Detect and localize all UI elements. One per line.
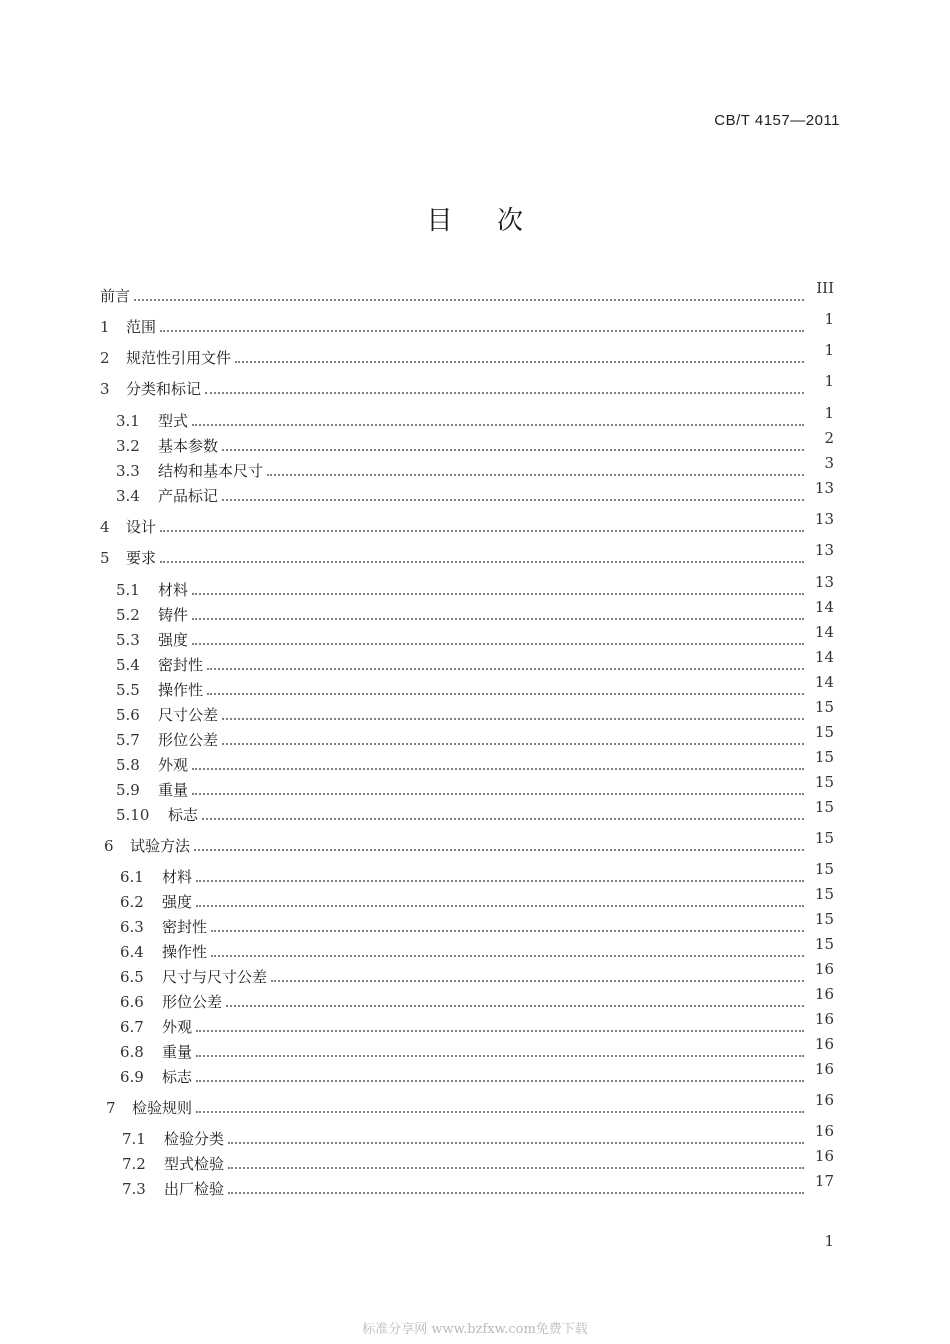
toc-entry-6-1[interactable]: [120, 860, 834, 887]
toc-entry-1[interactable]: [100, 310, 834, 337]
dot-leader: [192, 593, 804, 595]
standard-code: CB/T 4157—2011: [714, 112, 840, 129]
dot-leader: [226, 1005, 804, 1007]
toc-number: 3.4: [116, 487, 140, 505]
toc-number: 2: [100, 349, 110, 367]
toc-label: 型式: [158, 412, 189, 430]
toc-number: 5.1: [116, 581, 140, 599]
toc-label: 密封性: [162, 918, 208, 936]
toc-entry-3-1[interactable]: [116, 404, 834, 431]
toc-number: 5.10: [116, 806, 150, 824]
toc-number: 5.4: [116, 656, 140, 674]
toc-label: 材料: [162, 868, 193, 886]
dot-leader: [207, 693, 804, 695]
toc-label: 前言: [100, 287, 131, 305]
dot-leader: [202, 818, 804, 820]
toc-page: 15: [814, 748, 834, 766]
dot-leader: [160, 561, 804, 563]
toc-page: 13: [814, 479, 834, 497]
toc-label: 标志: [162, 1068, 193, 1086]
toc-entry-6-3[interactable]: [120, 910, 834, 937]
toc-label: 尺寸与尺寸公差: [162, 968, 268, 986]
dot-leader: [211, 930, 804, 932]
toc-entry-7-1[interactable]: [122, 1122, 834, 1149]
toc-number: 5.7: [116, 731, 140, 749]
toc-entry-5-1[interactable]: [116, 573, 834, 600]
toc-number: 6.2: [120, 893, 144, 911]
toc-label: 分类和标记: [126, 380, 202, 398]
toc-label: 范围: [126, 318, 157, 336]
toc-label: 强度: [162, 893, 193, 911]
toc-entry-6-9[interactable]: [120, 1060, 834, 1087]
toc-page: 15: [814, 935, 834, 953]
toc-page: 17: [814, 1172, 834, 1190]
toc-number: 7.1: [122, 1130, 146, 1148]
dot-leader: [134, 299, 804, 301]
watermark: 标准分享网 www.bzfxw.com免费下载: [362, 1322, 588, 1337]
dot-leader: [271, 980, 804, 982]
toc-number: 7.2: [122, 1155, 146, 1173]
dot-leader: [207, 668, 804, 670]
toc-entry-3-2[interactable]: [116, 429, 834, 456]
dot-leader: [196, 1111, 804, 1113]
toc-label: 结构和基本尺寸: [158, 462, 264, 480]
toc-page: 1: [824, 372, 834, 390]
toc-label: 规范性引用文件: [126, 349, 232, 367]
toc-page: 1: [824, 341, 834, 359]
toc-page: 1: [824, 310, 834, 328]
title-char-1: 目: [426, 206, 453, 236]
dot-leader: [160, 530, 804, 532]
toc-page: 14: [814, 673, 834, 691]
toc-entry-5-3[interactable]: [116, 623, 834, 650]
toc-label: 标志: [168, 806, 199, 824]
dot-leader: [235, 361, 804, 363]
toc-page: 13: [814, 573, 834, 591]
toc-page: 16: [814, 1060, 834, 1078]
toc-number: 6.7: [120, 1018, 144, 1036]
dot-leader: [222, 718, 804, 720]
toc-entry-6[interactable]: [104, 829, 834, 856]
dot-leader: [192, 643, 804, 645]
toc-page: 16: [814, 960, 834, 978]
toc-page: 15: [814, 829, 834, 847]
toc-number: 6.6: [120, 993, 144, 1011]
toc-entry-6-7[interactable]: [120, 1010, 834, 1037]
toc-entry-6-8[interactable]: [120, 1035, 834, 1062]
toc-label: 铸件: [158, 606, 189, 624]
toc-label: 材料: [158, 581, 189, 599]
dot-leader: [228, 1142, 804, 1144]
toc-number: 5.9: [116, 781, 140, 799]
toc-entry-5-9[interactable]: [116, 773, 834, 800]
toc-number: 6.5: [120, 968, 144, 986]
toc-number: 6.9: [120, 1068, 144, 1086]
toc-entry-2[interactable]: [100, 341, 834, 368]
dot-leader: [192, 768, 804, 770]
toc-label: 要求: [126, 549, 157, 567]
toc-number: 5.2: [116, 606, 140, 624]
dot-leader: [228, 1192, 804, 1194]
toc-label: 设计: [126, 518, 157, 536]
dot-leader: [211, 955, 804, 957]
toc-page: 13: [814, 541, 834, 559]
toc-number: 5.5: [116, 681, 140, 699]
dot-leader: [222, 499, 804, 501]
toc-label: 尺寸公差: [158, 706, 219, 724]
toc-number: 6.8: [120, 1043, 144, 1061]
toc-label: 重量: [158, 781, 189, 799]
dot-leader: [222, 449, 804, 451]
toc-page: 15: [814, 723, 834, 741]
toc-number: 3: [100, 380, 110, 398]
toc-entry-3[interactable]: [100, 372, 834, 399]
dot-leader: [192, 424, 804, 426]
toc-entry-preface[interactable]: [100, 279, 834, 306]
toc-entry-6-4[interactable]: [120, 935, 834, 962]
toc-label: 出厂检验: [164, 1180, 225, 1198]
toc-page: 15: [814, 773, 834, 791]
toc-label: 形位公差: [158, 731, 219, 749]
toc-label: 操作性: [158, 681, 204, 699]
toc-number: 7.3: [122, 1180, 146, 1198]
dot-leader: [196, 1055, 804, 1057]
toc-page: 16: [814, 1091, 834, 1109]
toc-entry-6-2[interactable]: [120, 885, 834, 912]
toc-entry-5-5[interactable]: [116, 673, 834, 700]
toc-entry-6-5[interactable]: [120, 960, 834, 987]
toc-label: 重量: [162, 1043, 193, 1061]
toc-entry-7-2[interactable]: [122, 1147, 834, 1174]
toc-page: 16: [814, 985, 834, 1003]
toc-number: 5.3: [116, 631, 140, 649]
toc-number: 7: [106, 1099, 116, 1117]
dot-leader: [267, 474, 804, 476]
toc-page: 15: [814, 885, 834, 903]
toc-entry-7[interactable]: [106, 1091, 834, 1118]
page-title: [0, 200, 950, 237]
toc-page: 16: [814, 1122, 834, 1140]
toc-page: 16: [814, 1147, 834, 1165]
toc-entry-3-4[interactable]: [116, 479, 834, 506]
toc-entry-5-7[interactable]: [116, 723, 834, 750]
toc-number: 5.6: [116, 706, 140, 724]
title-char-2: 次: [497, 206, 524, 236]
toc-page: 15: [814, 698, 834, 716]
toc-page: 15: [814, 798, 834, 816]
toc-page: 14: [814, 598, 834, 616]
toc-entry-5-10[interactable]: [116, 798, 834, 825]
toc-page: 14: [814, 623, 834, 641]
toc-page: 2: [824, 429, 834, 447]
dot-leader: [192, 618, 804, 620]
toc-page: 15: [814, 860, 834, 878]
toc-number: 3.2: [116, 437, 140, 455]
toc-entry-6-6[interactable]: [120, 985, 834, 1012]
toc-label: 外观: [162, 1018, 193, 1036]
toc-entry-7-3[interactable]: [122, 1172, 834, 1199]
toc-page: III: [816, 279, 834, 297]
toc-number: 3.3: [116, 462, 140, 480]
toc-page: 16: [814, 1035, 834, 1053]
toc-label: 基本参数: [158, 437, 219, 455]
toc-number: 5: [100, 549, 110, 567]
toc-entry-5-2[interactable]: [116, 598, 834, 625]
toc-entry-3-3[interactable]: [116, 454, 834, 481]
toc-label: 强度: [158, 631, 189, 649]
dot-leader: [205, 392, 804, 394]
toc-number: 6.3: [120, 918, 144, 936]
dot-leader: [196, 1080, 804, 1082]
toc-number: 1: [100, 318, 110, 336]
toc-label: 操作性: [162, 943, 208, 961]
toc-page: 15: [814, 910, 834, 928]
dot-leader: [192, 793, 804, 795]
toc-label: 外观: [158, 756, 189, 774]
toc-page: 14: [814, 648, 834, 666]
toc-label: 产品标记: [158, 487, 219, 505]
toc-page: 16: [814, 1010, 834, 1028]
toc-number: 6.4: [120, 943, 144, 961]
toc-number: 6: [104, 837, 114, 855]
toc-number: 4: [100, 518, 110, 536]
dot-leader: [196, 1030, 804, 1032]
toc-label: 试验方法: [130, 837, 191, 855]
dot-leader: [222, 743, 804, 745]
toc-page: 1: [824, 404, 834, 422]
dot-leader: [160, 330, 804, 332]
toc-label: 检验规则: [132, 1099, 193, 1117]
toc-entry-5[interactable]: [100, 541, 834, 568]
toc-label: 密封性: [158, 656, 204, 674]
dot-leader: [196, 880, 804, 882]
toc-entry-5-4[interactable]: [116, 648, 834, 675]
toc-label: 型式检验: [164, 1155, 225, 1173]
page-number: 1: [824, 1232, 834, 1250]
toc-number: 6.1: [120, 868, 144, 886]
dot-leader: [196, 905, 804, 907]
dot-leader: [228, 1167, 804, 1169]
toc-number: 5.8: [116, 756, 140, 774]
toc-label: 形位公差: [162, 993, 223, 1011]
toc-entry-5-6[interactable]: [116, 698, 834, 725]
dot-leader: [194, 849, 804, 851]
toc-label: 检验分类: [164, 1130, 225, 1148]
toc-page: 3: [824, 454, 834, 472]
toc-entry-5-8[interactable]: [116, 748, 834, 775]
toc-entry-4[interactable]: [100, 510, 834, 537]
toc-page: 13: [814, 510, 834, 528]
toc-number: 3.1: [116, 412, 140, 430]
